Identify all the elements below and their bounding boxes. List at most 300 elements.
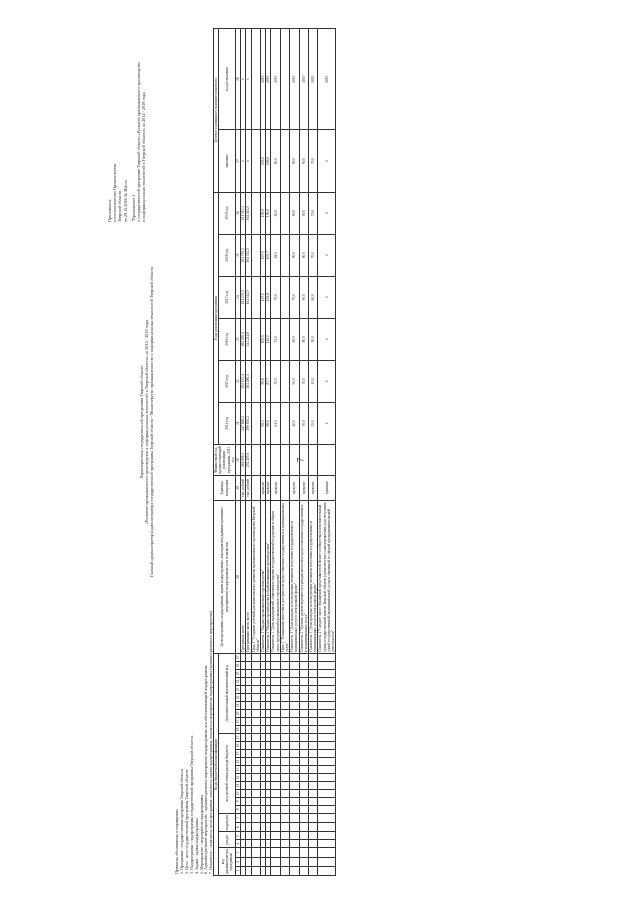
code-cell [290, 773, 299, 781]
code-cell [271, 805, 280, 813]
code-cell [271, 840, 280, 848]
code-cell [318, 848, 336, 857]
row-year-value: 105,5 [261, 318, 266, 360]
row-target-value: х [241, 130, 246, 192]
row-year-value [251, 402, 260, 444]
code-cell [309, 709, 318, 717]
code-cell [309, 832, 318, 840]
row-year-value: 45,0 [309, 360, 318, 402]
column-number: 3 [236, 848, 241, 857]
code-cell [290, 717, 299, 725]
row-year-value: 35,0 [309, 402, 318, 444]
code-cell [309, 717, 318, 725]
column-number: 26 [236, 661, 241, 669]
code-cell [251, 813, 260, 822]
legend-line: 2. Цель - цель государственной программы Тверской области. [183, 768, 189, 874]
table-row [280, 29, 289, 876]
code-cell [271, 823, 280, 832]
column-number: 1 [236, 866, 241, 875]
row-target-value: 90,0 [299, 130, 308, 192]
code-cell [280, 805, 289, 813]
column-number: 20 [236, 709, 241, 717]
code-cell [251, 733, 260, 741]
row-name: Показатель 3 "Доля предприятий, охваченных мерами государственной поддержки в общем числе предприятий промышленного производства" [271, 500, 280, 653]
doc-subtitle: «Развитие промышленного производства и информационных технологий в Тверской области» на 2014 - 2019 годы [144, 319, 150, 525]
row-name: Программа, всего [241, 500, 246, 653]
code-cell [251, 789, 260, 797]
row-year-value [280, 276, 289, 318]
column-number: 33 [236, 318, 241, 360]
code-cell [309, 725, 318, 733]
code-cell [309, 661, 318, 669]
code-cell [251, 840, 260, 848]
row-name: Программная часть, всего [246, 500, 251, 653]
code-cell [299, 781, 308, 789]
code-cell [318, 717, 336, 725]
code-cell [299, 797, 308, 805]
code-cell [290, 857, 299, 866]
code-cell [271, 857, 280, 866]
row-year-value: 2 [318, 234, 336, 276]
column-number: 6 [236, 823, 241, 832]
document-header [105, 22, 175, 882]
row-target-year: х [241, 29, 246, 130]
code-cell [299, 733, 308, 741]
row-year-value: 106,6 [266, 192, 271, 234]
row-year-value: 105,0 [261, 192, 266, 234]
row-unit: тыс. рублей [241, 475, 246, 500]
code-cell [309, 765, 318, 773]
row-year-value: 60,0 [309, 276, 318, 318]
code-cell [290, 848, 299, 857]
column-number: 10 [236, 789, 241, 797]
code-cell [299, 805, 308, 813]
header-codes: Коды бюджетной классификации [214, 653, 219, 875]
code-cell [318, 813, 336, 822]
row-target-year: 2019 [290, 29, 299, 130]
code-cell [290, 653, 299, 661]
code-cell [290, 685, 299, 693]
column-number: 38 [236, 29, 241, 130]
row-year-value: 90,0 [290, 234, 299, 276]
code-cell [318, 693, 336, 701]
code-cell [271, 661, 280, 669]
column-number: 22 [236, 693, 241, 701]
row-year-value: 104,8 [266, 276, 271, 318]
code-cell [309, 823, 318, 832]
code-cell [271, 653, 280, 661]
row-year-value [251, 360, 260, 402]
column-number: 32 [236, 360, 241, 402]
row-year-value: 247 668,2 [241, 402, 246, 444]
column-number: 29 [236, 475, 241, 500]
code-cell [251, 669, 260, 677]
row-year-value: 70,0 [271, 360, 280, 402]
code-cell [271, 765, 280, 773]
code-cell [318, 789, 336, 797]
row-year-value: 81,0 [271, 234, 280, 276]
code-cell [271, 757, 280, 765]
code-cell [290, 725, 299, 733]
code-cell [299, 661, 308, 669]
row-year-value: 70,0 [299, 402, 308, 444]
row-year-value: 221 233,5 [241, 276, 246, 318]
code-cell [299, 725, 308, 733]
code-cell [318, 781, 336, 789]
code-cell [280, 717, 289, 725]
code-cell [318, 757, 336, 765]
header-year-2014: 2014 год [219, 402, 236, 444]
row-target-value: 2 [318, 130, 336, 192]
column-number: 24 [236, 677, 241, 685]
code-cell [251, 866, 260, 875]
row-year-value: 107,5 [261, 234, 266, 276]
code-cell [318, 685, 336, 693]
row-target-year: 2019 [271, 29, 280, 130]
code-cell [271, 741, 280, 749]
row-fin-value [290, 444, 299, 475]
code-cell [318, 832, 336, 840]
code-cell [299, 669, 308, 677]
column-number: 12 [236, 773, 241, 781]
row-year-value: 382 200,4 [241, 318, 246, 360]
code-cell [271, 677, 280, 685]
header-program-col: Цели программы, подпрограммы, задачи подпрограммы, мероприятия (административные мероприятия) подпрограммы и их показатели [214, 500, 236, 653]
code-cell [299, 677, 308, 685]
doc-title: Характеристика государственной программы Тверской области [139, 365, 144, 479]
row-fin-value [280, 444, 289, 475]
code-cell [299, 832, 308, 840]
code-cell [251, 823, 260, 832]
row-year-value: 164 114,5 [246, 234, 251, 276]
row-fin-value [309, 444, 318, 475]
table-row [251, 29, 260, 876]
code-cell [290, 805, 299, 813]
code-cell [299, 701, 308, 709]
row-year-value [280, 402, 289, 444]
code-cell [309, 773, 318, 781]
code-cell [309, 797, 318, 805]
code-cell [290, 840, 299, 848]
column-number: 16 [236, 741, 241, 749]
code-cell [309, 866, 318, 875]
code-cell [280, 725, 289, 733]
code-cell [290, 677, 299, 685]
code-cell [280, 813, 289, 822]
header-unit: Единица измерения [214, 475, 236, 500]
code-cell [280, 701, 289, 709]
code-cell [299, 857, 308, 866]
row-year-value [251, 276, 260, 318]
code-cell [309, 741, 318, 749]
program-table [213, 28, 336, 876]
header-admin: код администратора программы [219, 848, 236, 876]
row-year-value [280, 234, 289, 276]
code-cell [318, 805, 336, 813]
appendix-line: и информационных технологий в Тверской области» на 2014 - 2019 годы [141, 92, 147, 222]
code-cell [290, 797, 299, 805]
code-cell [299, 653, 308, 661]
row-unit: процент [266, 475, 271, 500]
code-cell [299, 848, 308, 857]
code-cell [318, 749, 336, 757]
appendix-line: от 29.12.2016 № 464-пп [122, 179, 128, 222]
column-number: 11 [236, 781, 241, 789]
code-cell [309, 701, 318, 709]
legend-block [175, 574, 214, 874]
legend-line: 6. Административное мероприятие - административное мероприятие подпрограммы или обеспечивающей подпрограммы. [203, 664, 209, 874]
row-year-value: 2 [318, 276, 336, 318]
code-cell [309, 781, 318, 789]
row-year-value: 221 313,3 [241, 192, 246, 234]
legend-line: 5. Мероприятие - мероприятие подпрограммы. [198, 794, 204, 874]
code-cell [251, 725, 260, 733]
row-year-value: 61,0 [271, 402, 280, 444]
header-years-title: Годы реализации программы [214, 192, 219, 444]
code-cell [309, 749, 318, 757]
column-number: 15 [236, 749, 241, 757]
column-number: 19 [236, 717, 241, 725]
row-target-value: 70,0 [309, 130, 318, 192]
row-name: Показатель 2 "Уровень удовлетворенности граждан качеством предоставления государственных и муниципальных услуг" [299, 500, 308, 653]
code-cell [309, 685, 318, 693]
column-number: 18 [236, 725, 241, 733]
header-fin-year: Финансовый год, предшествующий реализации программы, 2013 год [214, 446, 235, 474]
column-number: 36 [236, 192, 241, 234]
code-cell [280, 669, 289, 677]
row-fin-value [318, 444, 336, 475]
code-cell [251, 709, 260, 717]
code-cell [299, 717, 308, 725]
code-cell [299, 749, 308, 757]
row-year-value: 90,0 [299, 276, 308, 318]
code-cell [299, 866, 308, 875]
code-cell [299, 789, 308, 797]
code-cell [309, 653, 318, 661]
doc-administrator: Главный администратор (администратор) государственной программы Тверской области - Министерство промышленности и информационных технологий Тверской области [149, 266, 155, 578]
row-year-value: 79,0 [271, 276, 280, 318]
column-number: 31 [236, 402, 241, 444]
header-year-achieve: год достижения [219, 29, 236, 130]
header-year-2015: 2015 год [219, 360, 236, 402]
column-number: 28 [236, 500, 241, 653]
code-cell [251, 765, 260, 773]
code-cell [271, 773, 280, 781]
code-cell [271, 709, 280, 717]
table-row [309, 29, 318, 876]
row-fin-value [299, 444, 308, 475]
code-cell [271, 781, 280, 789]
row-year-value: 50,0 [309, 318, 318, 360]
code-cell [251, 773, 260, 781]
code-cell [309, 857, 318, 866]
code-cell [271, 685, 280, 693]
code-cell [318, 725, 336, 733]
code-cell [280, 709, 289, 717]
row-year-value: 80,0 [299, 318, 308, 360]
row-target-year: 2019 [266, 29, 271, 130]
code-cell [251, 685, 260, 693]
column-number: 23 [236, 685, 241, 693]
row-year-value: 95,8 [261, 360, 266, 402]
code-cell [309, 757, 318, 765]
code-cell [271, 701, 280, 709]
row-target-value: 83,0 [271, 130, 280, 192]
code-cell [280, 866, 289, 875]
row-unit: процент [290, 475, 299, 500]
header-year-2016: 2016 год [219, 318, 236, 360]
row-year-value: 87,7 [266, 360, 271, 402]
row-year-value: 2 [318, 192, 336, 234]
legend-line: Принятые обозначения и сокращения: [174, 808, 179, 874]
header-value: значение [219, 130, 236, 192]
code-cell [318, 701, 336, 709]
row-fin-value [271, 444, 280, 475]
document-titles [139, 142, 155, 702]
code-cell [251, 781, 260, 789]
code-cell [271, 848, 280, 857]
row-name: Показатель 1 "Индекс промышленного производства" [261, 500, 266, 653]
row-unit: процент [309, 475, 318, 500]
row-fin-value: 261 696,3 [241, 444, 246, 475]
row-year-value: 2 [318, 360, 336, 402]
appendix-line: к постановлению Правительства [112, 163, 118, 222]
code-cell [271, 749, 280, 757]
code-cell [251, 797, 260, 805]
code-cell [299, 773, 308, 781]
column-number: 34 [236, 276, 241, 318]
row-unit [251, 475, 260, 500]
code-cell [271, 693, 280, 701]
code-cell [280, 749, 289, 757]
code-cell [280, 677, 289, 685]
code-cell [318, 661, 336, 669]
code-cell [299, 823, 308, 832]
code-cell [271, 717, 280, 725]
code-cell [309, 677, 318, 685]
code-cell [280, 661, 289, 669]
row-year-value: 70,0 [290, 276, 299, 318]
row-name: Показатель 3 "Доля граждан, использующих механизм получения государственных и муниципальных услуг в электронной форме" [309, 500, 318, 653]
row-year-value: 196 836,2 [246, 402, 251, 444]
code-cell [251, 805, 260, 813]
column-number: 25 [236, 669, 241, 677]
code-cell [280, 789, 289, 797]
row-target-value [251, 130, 260, 192]
row-target-value: 106,6 [266, 130, 271, 192]
code-cell [318, 840, 336, 848]
column-number: 37 [236, 130, 241, 192]
header-year-2017: 2017 год [219, 276, 236, 318]
code-cell [290, 757, 299, 765]
column-number: 14 [236, 757, 241, 765]
column-number: 27 [236, 653, 241, 661]
row-year-value: 164 114,5 [246, 192, 251, 234]
code-cell [290, 693, 299, 701]
row-year-value [251, 234, 260, 276]
row-name: Цель 2 "Повышение качества и доступности предоставления государственных и муниципальных услуг" [280, 500, 289, 653]
code-cell [280, 693, 289, 701]
code-cell [290, 781, 299, 789]
code-cell [251, 741, 260, 749]
row-year-value: 112,0 [266, 318, 271, 360]
row-year-value: 292 123,4 [241, 360, 246, 402]
code-cell [271, 866, 280, 875]
legend-line: 4. Задача - задача подпрограммы. [193, 817, 199, 874]
code-cell [271, 813, 280, 822]
appendix-line: к государственной программе Тверской области «Развитие промышленного производства [136, 62, 142, 222]
code-cell [318, 765, 336, 773]
column-number: 5 [236, 832, 241, 840]
code-cell [318, 797, 336, 805]
row-target-value [280, 130, 289, 192]
row-year-value [251, 192, 260, 234]
code-cell [299, 757, 308, 765]
code-cell [290, 749, 299, 757]
header-target: код целевой статьи расхода бюджета [219, 733, 236, 813]
row-fin-value [251, 444, 260, 475]
code-cell [290, 701, 299, 709]
table-row [271, 29, 280, 876]
appendix-line: Тверской области [117, 190, 123, 222]
legend-line: 1. Программа - государственная программа Тверской области. [178, 768, 184, 874]
code-cell [280, 765, 289, 773]
code-cell [271, 669, 280, 677]
row-year-value: 90,0 [299, 234, 308, 276]
code-cell [280, 685, 289, 693]
code-cell [290, 866, 299, 875]
code-cell [318, 677, 336, 685]
row-name: Показатель 2 "Индекс производства в обрабатывающих производствах" [266, 500, 271, 653]
row-target-value: х [246, 130, 251, 192]
code-cell [271, 832, 280, 840]
row-year-value: 83,0 [271, 192, 280, 234]
row-year-value: 40,0 [290, 402, 299, 444]
table-body [241, 29, 336, 876]
code-cell [309, 805, 318, 813]
code-cell [271, 733, 280, 741]
code-cell [290, 661, 299, 669]
table-row [318, 29, 336, 876]
rotated-document-sheet [105, 22, 535, 882]
code-cell [280, 832, 289, 840]
code-cell [299, 813, 308, 822]
header-subsection: подраздел [219, 813, 236, 831]
row-year-value: 284 480,1 [246, 360, 251, 402]
appendix-line: "Приложение 1 [130, 194, 136, 222]
row-year-value: 98,6 [266, 402, 271, 444]
row-year-value: 2 [318, 318, 336, 360]
column-number: 30 [236, 444, 241, 475]
row-year-value: 103,7 [266, 234, 271, 276]
code-cell [290, 765, 299, 773]
row-year-value: 74,0 [271, 318, 280, 360]
code-cell [290, 709, 299, 717]
column-number: 2 [236, 857, 241, 866]
row-year-value: 107,5 [261, 276, 266, 318]
code-cell [290, 741, 299, 749]
code-cell [309, 813, 318, 822]
header-year-2019: 2019 год [219, 192, 236, 234]
code-cell [318, 773, 336, 781]
row-target-year: 2019 [299, 29, 308, 130]
row-target-year: х [246, 29, 251, 130]
code-cell [280, 653, 289, 661]
code-cell [299, 765, 308, 773]
row-year-value: 164 114,5 [246, 276, 251, 318]
code-cell [251, 832, 260, 840]
row-year-value: 99,3 [261, 402, 266, 444]
